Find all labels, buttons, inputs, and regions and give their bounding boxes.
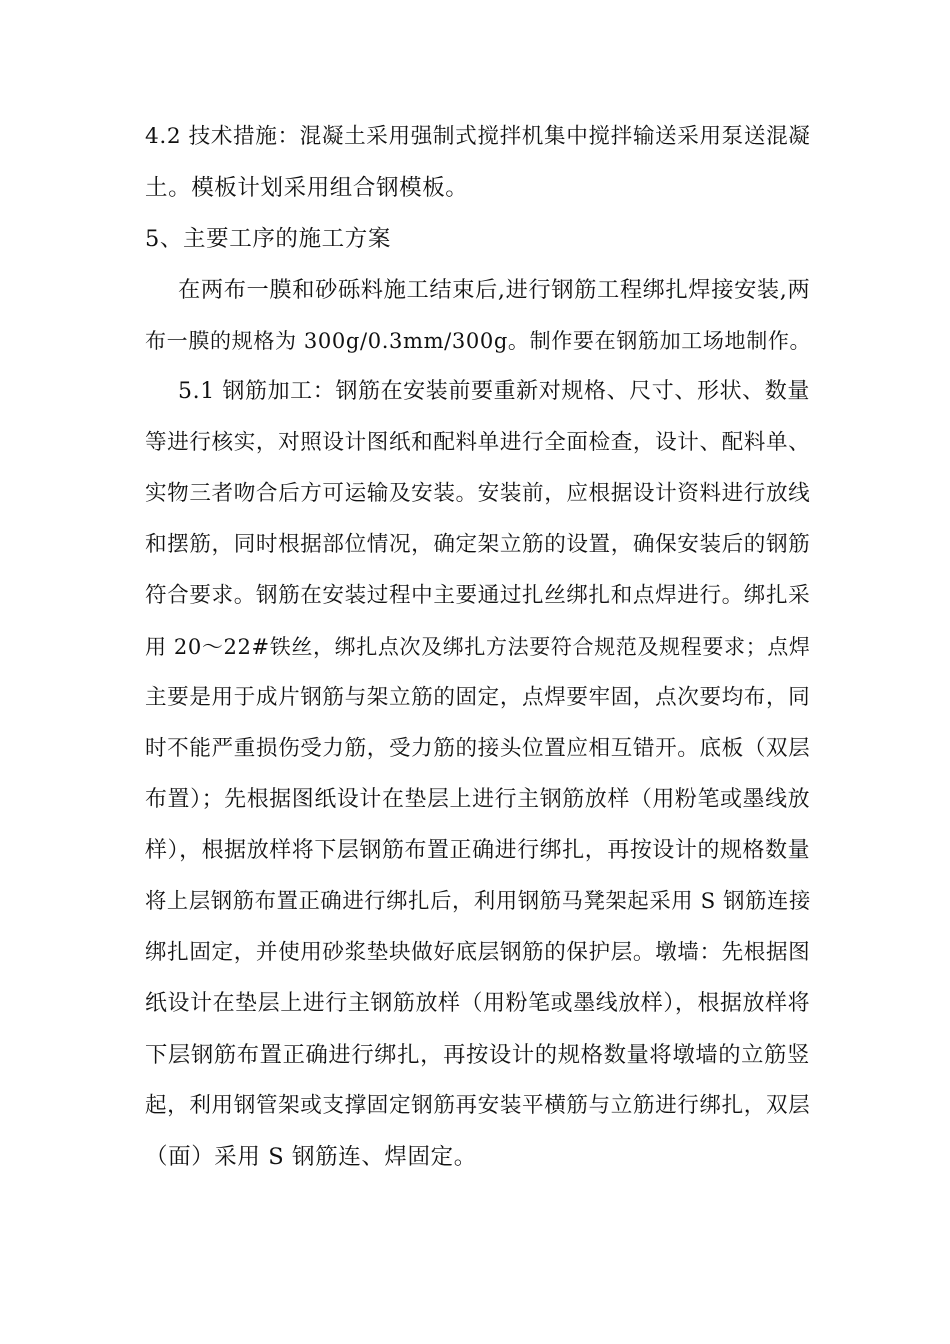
text-line: 将上层钢筋布置正确进行绑扎后，利用钢筋马凳架起采用 S 钢筋连接: [145, 889, 811, 914]
text-line: 土。模板计划采用组合钢模板。: [145, 175, 469, 201]
text-line: 纸设计在垫层上进行主钢筋放样（用粉笔或墨线放样），根据放样将: [145, 991, 811, 1016]
text-line: （面）采用 S 钢筋连、焊固定。: [145, 1144, 477, 1170]
text-line: 样），根据放样将下层钢筋布置正确进行绑扎，再按设计的规格数量: [145, 838, 811, 863]
text-line: 和摆筋，同时根据部位情况，确定架立筋的设置，确保安装后的钢筋: [145, 532, 811, 557]
text-line: 下层钢筋布置正确进行绑扎，再按设计的规格数量将墩墙的立筋竖: [145, 1042, 810, 1068]
text-line: 起，利用钢管架或支撑固定钢筋再安装平横筋与立筋进行绑扎，双层: [145, 1093, 811, 1118]
text-line: 实物三者吻合后方可运输及安装。安装前，应根据设计资料进行放线: [145, 481, 811, 506]
text-line: 绑扎固定，并使用砂浆垫块做好底层钢筋的保护层。墩墙：先根据图: [145, 940, 811, 965]
text-line: 布一膜的规格为 300g/0.3mm/300g。制作要在钢筋加工场地制作。: [145, 328, 812, 353]
text-line: 在两布一膜和砂砾料施工结束后,进行钢筋工程绑扎焊接安装,两: [178, 277, 811, 303]
text-line: 4.2 技术措施：混凝土采用强制式搅拌机集中搅拌输送采用泵送混凝: [145, 124, 811, 149]
text-line: 符合要求。钢筋在安装过程中主要通过扎丝绑扎和点焊进行。绑扎采: [145, 583, 811, 608]
text-line: 时不能严重损伤受力筋，受力筋的接头位置应相互错开。底板（双层: [145, 736, 811, 761]
text-line: 用 20～22#铁丝，绑扎点次及绑扎方法要符合规范及规程要求；点焊: [145, 634, 811, 659]
section-heading: 5、主要工序的施工方案: [145, 226, 391, 252]
text-line: 主要是用于成片钢筋与架立筋的固定，点焊要牢固，点次要均布，同: [145, 685, 811, 710]
text-line: 等进行核实，对照设计图纸和配料单进行全面检查，设计、配料单、: [145, 430, 811, 455]
subsection-line: 5.1 钢筋加工：钢筋在安装前要重新对规格、尺寸、形状、数量: [178, 379, 810, 404]
text-line: 布置）；先根据图纸设计在垫层上进行主钢筋放样（用粉笔或墨线放: [145, 787, 811, 812]
